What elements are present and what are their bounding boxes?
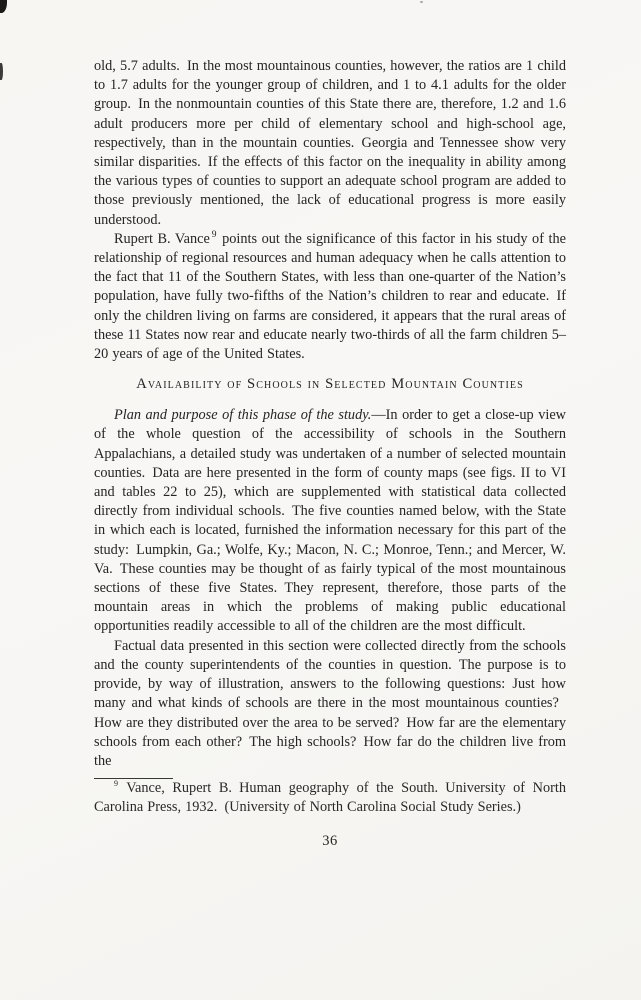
page-number: 36 — [322, 832, 338, 849]
footnote-number: 9 — [114, 779, 118, 789]
footnote-reference-marker: 9 — [211, 230, 217, 241]
paragraph-continuation: old, 5.7 adults. In the most mountainous counties, however, the ratios are 1 child to 1.7 adults for the younger group of children, and 1 to 4.1 adults for the older group. In the nonmountain counties of this State there are, therefore, 1.2 and 1.6 adult producers more per child of elementary school and high-school age, respectively, than in the mountain counties. Georgia and Tennessee show very similar disparities. If the effects of this factor on the inequality in ability among the various types of counties to support an adequate school program are added to those previously mentioned, the lack of educational progress is more easily understood. — [94, 58, 566, 228]
footnote — [94, 779, 566, 817]
scan-artifact-speck — [420, 1, 423, 3]
scan-artifact-left-edge — [0, 63, 3, 80]
italic-lead-in: Plan and purpose of this phase of the study. — [114, 407, 372, 424]
footnote-text: Vance, Rupert B. Human geography of the South. University of North Carolina Press, 1932. (University of North Carolina Social Study Series.) — [94, 780, 566, 816]
paragraph-factual-data: Factual data presented in this section were collected directly from the schools and the county superintendents of the counties in question. The purpose is to provide, by way of illustration, answers to the following questions: Just how many and what kinds of schools are there in the most mountainous counties? How are they distributed over the area to be served? How far are the elementary schools from each other? The high schools? How far do the children live from the — [94, 637, 566, 769]
paragraph-text: Rupert B. Vance — [114, 230, 210, 247]
paragraph-vance — [94, 230, 566, 364]
section-heading: Availability of Schools in Selected Mountain Counties — [136, 376, 524, 393]
scan-artifact-corner — [0, 0, 7, 13]
paragraph-text: points out the significance of this factor in his study of the relationship of regional resources and human adequacy when he calls attention to the fact that 11 of the Southern States, with less than one-quarter of the Nation’s population, have fully two-fifths of the Nation’s children to rear and educate. If only the children living on farms are considered, it appears that the rural areas of these 11 States now rear and educate nearly two-thirds of all the farm children 5–20 years of age of the United States. — [94, 230, 566, 363]
paragraph-plan-purpose — [94, 406, 566, 636]
paragraph-text: —In order to get a close-up view of the whole question of the accessibility of schools in the Southern Appalachians, a detailed study was undertaken of a number of selected mountain counties. Data are here presented in the form of county maps (see figs. II to VI and tables 22 to 25), which are supplemented with statistical data collected directly from individual schools. The five counties named below, with the State in which each is located, furnished the information necessary for this part of the study: Lumpkin, Ga.; Wolfe, Ky.; Macon, N. C.; Monroe, Tenn.; and Mercer, W. Va. These counties may be thought of as fairly typical of the most mountainous sections of these five States. They represent, therefore, those parts of the mountain areas in which the problems of making public educational opportunities readily accessible to all of the children are the most difficult. — [94, 407, 566, 635]
page-content — [94, 57, 566, 850]
